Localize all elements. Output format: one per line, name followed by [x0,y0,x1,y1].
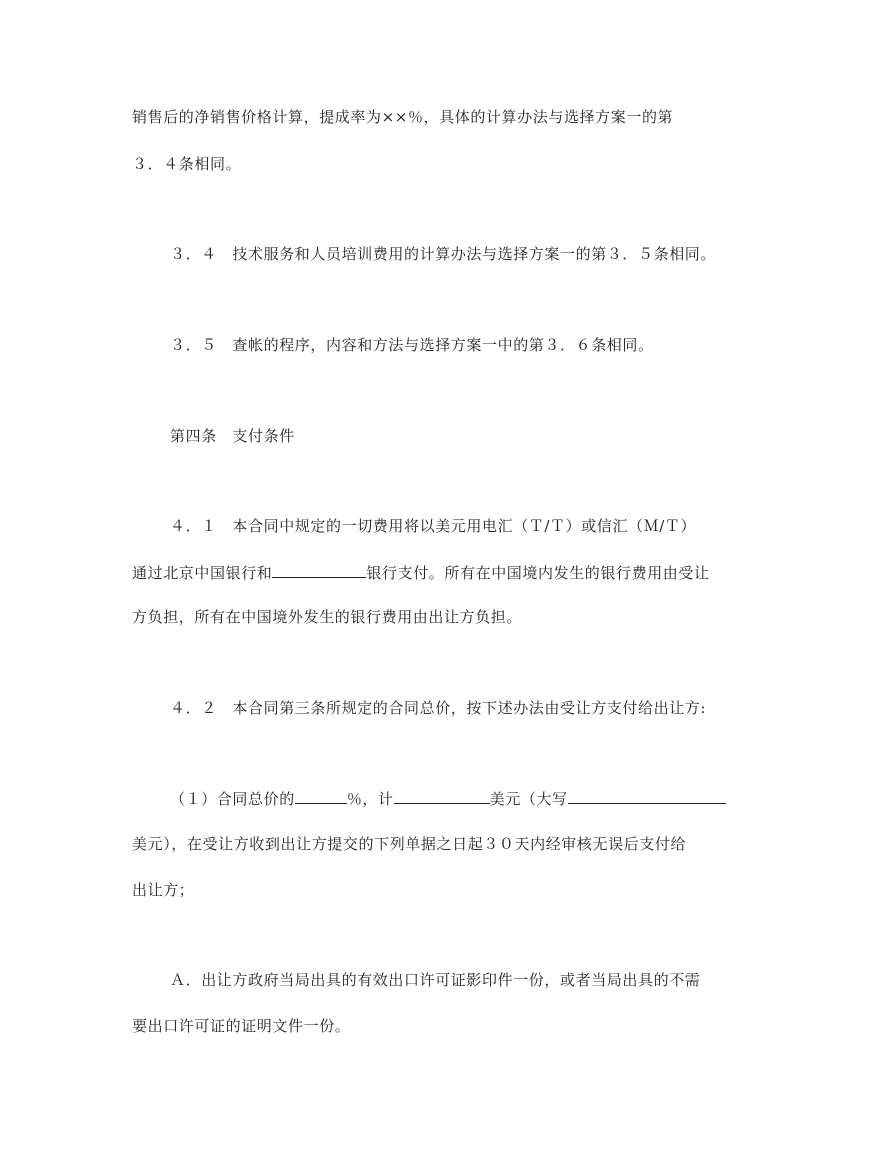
clause-4-1-line: 方负担，所有在中国境外发生的银行费用由出让方负担。 [132,608,523,626]
clause-4-1-text: 通过北京中国银行和 [132,564,273,582]
blank-line [295,789,347,804]
clause-4-2: ４．２ 本合同第三条所规定的合同总价，按下述办法由受让方支付给出让方: [170,699,707,717]
blank-line [394,789,490,804]
item-1-line: 美元），在受让方收到出让方提交的下列单据之日起３０天内经审核无误后支付给 [132,835,687,853]
item-a-line: 要出口许可证的证明文件一份。 [132,1017,351,1035]
blank-line [272,563,366,578]
clause-4-1-text: 银行支付。所有在中国境内发生的银行费用由受让 [366,564,710,582]
item-1-line: 出让方； [132,881,195,899]
article-4-heading: 第四条 支付条件 [170,427,295,445]
clause-4-1-line [132,563,710,583]
item-1-text: ％，计 [346,790,394,808]
paragraph-line: 销售后的净销售价格计算，提成率为××％，具体的计算办法与选择方案一的第 [132,108,674,126]
paragraph-line: ３．４条相同。 [132,155,242,173]
clause-3-5: ３．５ 查帐的程序，内容和方法与选择方案一中的第３．６条相同。 [170,336,654,354]
item-a-line: Ａ．出让方政府当局出具的有效出口许可证影印件一份，或者当局出具的不需 [170,971,701,989]
item-1-line [170,789,726,809]
item-1-text: （１）合同总价的 [170,790,295,808]
item-1-text: 美元（大写 [489,790,568,808]
clause-3-4: ３．４ 技术服务和人员培训费用的计算办法与选择方案一的第３．５条相同。 [170,245,717,263]
blank-line [568,789,726,804]
clause-4-1-line: ４．１ 本合同中规定的一切费用将以美元用电汇（Ｔ/Ｔ）或信汇（Ｍ/Ｔ） [170,517,697,535]
